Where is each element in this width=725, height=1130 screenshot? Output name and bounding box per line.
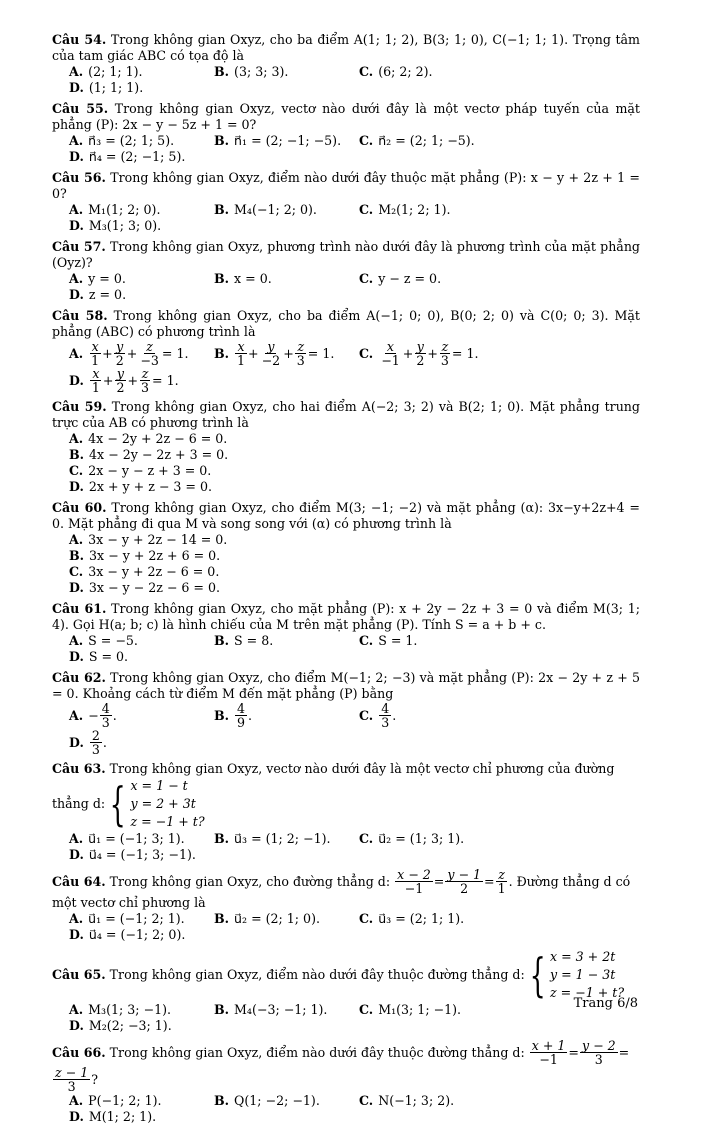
question-63: Câu 63. Trong không gian Oxyz, vectơ nào dưới đây là một vectơ chỉ phương của đường thẳng d: { x = 1 − t y = 2 + 3t z = −1 + t? A. u⃗₁ = (−1; 3; 1). B. u⃗₃ = (1; 2; −1). C. u⃗₂ = (1; 3; 1). D. u⃗₄ = (−1; 3; −1).: [52, 761, 640, 863]
option-a[interactable]: A. S = −5.: [69, 633, 138, 648]
option-c[interactable]: C. 3x − y + 2z − 6 = 0.: [69, 564, 220, 579]
options: [52, 532, 640, 596]
option-a[interactable]: A. M₃(1; 3; −1).: [69, 1002, 172, 1017]
equation-system: { x = 1 − t y = 2 + 3t z = −1 + t?: [109, 777, 205, 831]
question-stem: Trong không gian Oxyz, vectơ nào dưới đây là một vectơ pháp tuyến của mặt phẳng (P): 2x − y − 5z + 1 = 0?: [52, 101, 640, 132]
option-c[interactable]: C. n⃗₂ = (2; 1; −5).: [359, 133, 475, 148]
options: [52, 1002, 640, 1034]
fraction: $\frac{4}{9}$: [237, 701, 246, 730]
question-66: Câu 66. Trong không gian Oxyz, điểm nào dưới đây thuộc đường thẳng d: $\frac{x + 1}{-1}$ = $\frac{y - 2}{3}$ = $\frac{z - 1}{3}$ ? A. P(−1; 2; 1). B. Q(1; −2; −1). C. N(−1; 3; 2). D. M(1; 2; 1).: [52, 1039, 640, 1125]
fraction: $\frac{z}{3}$: [141, 366, 150, 395]
question-number: Câu 55.: [52, 101, 109, 116]
page-number: Trang 6/8: [573, 996, 638, 1011]
option-a[interactable]: A. n⃗₃ = (2; 1; 5).: [69, 133, 175, 148]
question-number: Câu 59.: [52, 399, 107, 414]
question-number: Câu 63.: [52, 761, 106, 776]
option-b[interactable]: B. x = 0.: [214, 271, 272, 286]
option-a[interactable]: A. 3x − y + 2z − 14 = 0.: [69, 532, 228, 547]
option-a[interactable]: A. u⃗₁ = (−1; 3; 1).: [69, 831, 185, 846]
question-stem: Trong không gian Oxyz, điểm nào dưới đây thuộc đường thẳng d:: [109, 1044, 525, 1060]
option-a[interactable]: A. u⃗₁ = (−1; 2; 1).: [69, 911, 185, 926]
question-64: Câu 64. Trong không gian Oxyz, cho đường thẳng d: $\frac{x - 2}{-1}$ = $\frac{y - 1}{2}$ = $\frac{z}{1}$ . Đường thẳng d có một vectơ chỉ phương là A. u⃗₁ = (−1; 2; 1). B. u⃗₂ = (2; 1; 0). C. u⃗₃ = (2; 1; 1). D. u⃗₄ = (−1; 2; 0).: [52, 868, 640, 943]
question-number: Câu 62.: [52, 670, 106, 685]
question-number: Câu 65.: [52, 967, 106, 982]
question-number: Câu 66.: [52, 1044, 106, 1060]
question-number: Câu 56.: [52, 170, 106, 185]
fraction: $\frac{4}{3}$: [101, 701, 110, 730]
question-58: [52, 308, 640, 394]
option-d[interactable]: D. M₂(2; −3; 1).: [69, 1018, 172, 1033]
question-60: [52, 500, 640, 596]
option-c[interactable]: C. N(−1; 3; 2).: [359, 1093, 455, 1108]
fraction: $\frac{z}{-3}$: [140, 339, 159, 368]
question-61: [52, 601, 640, 665]
option-d[interactable]: D. z = 0.: [69, 287, 127, 302]
options: [52, 1093, 640, 1125]
option-b[interactable]: B. (3; 3; 3).: [214, 64, 289, 79]
option-d[interactable]: D. M₃(1; 3; 0).: [69, 218, 162, 233]
fraction: $\frac{x}{1}$: [91, 366, 100, 395]
fraction: $\frac{y}{2}$: [416, 339, 425, 368]
option-d[interactable]: D. u⃗₄ = (−1; 2; 0).: [69, 927, 186, 942]
question-stem: Trong không gian Oxyz, điểm nào dưới đây thuộc đường thẳng d:: [109, 967, 525, 982]
option-b[interactable]: B. 3x − y + 2z + 6 = 0.: [69, 548, 221, 563]
option-d[interactable]: D. 2x + y + z − 3 = 0.: [69, 479, 212, 494]
option-d[interactable]: D. $\frac{2}{3}$ .: [69, 728, 107, 757]
option-d[interactable]: D. M(1; 2; 1).: [69, 1109, 157, 1124]
option-c[interactable]: C. M₁(3; 1; −1).: [359, 1002, 462, 1017]
options: [52, 831, 640, 863]
option-d[interactable]: D. S = 0.: [69, 649, 129, 664]
fraction: $\frac{x}{1}$: [91, 339, 100, 368]
option-d[interactable]: D. u⃗₄ = (−1; 3; −1).: [69, 847, 196, 862]
option-b[interactable]: B. $\frac{x}{1}$ + $\frac{y}{-2}$ + $\frac{z}{3}$ = 1.: [214, 339, 335, 368]
fraction: $\frac{y}{2}$: [115, 339, 124, 368]
option-d[interactable]: D. $\frac{x}{1}$ + $\frac{y}{2}$ + $\frac{z}{3}$ = 1.: [69, 366, 179, 395]
option-c[interactable]: C. y − z = 0.: [359, 271, 442, 286]
fraction: $\frac{y}{-2}$: [261, 339, 281, 368]
option-a[interactable]: A. $\frac{x}{1}$ + $\frac{y}{2}$ + $\frac{z}{-3}$ = 1.: [69, 339, 189, 368]
question-57: [52, 239, 640, 303]
option-c[interactable]: C. 2x − y − z + 3 = 0.: [69, 463, 212, 478]
option-d[interactable]: D. 3x − y − 2z − 6 = 0.: [69, 580, 220, 595]
question-56: [52, 170, 640, 234]
brace-icon: {: [109, 777, 126, 831]
option-a[interactable]: A. P(−1; 2; 1).: [69, 1093, 162, 1108]
fraction: $\frac{y}{2}$: [116, 366, 125, 395]
fraction: $\frac{z}{3}$: [296, 339, 305, 368]
question-stem: Trong không gian Oxyz, cho đường thẳng d:: [109, 873, 391, 889]
fraction: $\frac{z}{3}$: [440, 339, 449, 368]
option-b[interactable]: B. M₄(−1; 2; 0).: [214, 202, 317, 217]
question-stem: Trong không gian Oxyz, cho điểm M(3; −1; −2) và mặt phẳng (α): 3x−y+2z+4 = 0. Mặt phẳng đi qua M và song song với (α) có phương trình là: [52, 500, 640, 531]
options: [52, 133, 640, 165]
option-a[interactable]: A. − $\frac{4}{3}$ .: [69, 701, 117, 730]
option-b[interactable]: B. 4x − 2y − 2z + 3 = 0.: [69, 447, 229, 462]
question-stem: Trong không gian Oxyz, cho ba điểm A(1; 1; 2), B(3; 1; 0), C(−1; 1; 1). Trọng tâm của tam giác ABC có tọa độ là: [52, 32, 640, 63]
question-stem: Trong không gian Oxyz, phương trình nào dưới đây là phương trình của mặt phẳng (Oyz)?: [52, 239, 640, 270]
question-62: [52, 670, 640, 756]
options: [52, 64, 640, 96]
question-number: Câu 61.: [52, 601, 107, 616]
option-b[interactable]: B. M₄(−3; −1; 1).: [214, 1002, 328, 1017]
brace-icon: {: [529, 948, 546, 1002]
fraction: $\frac{y - 1}{2}$: [447, 867, 482, 896]
options: [52, 431, 640, 495]
fraction: $\frac{y - 2}{3}$: [581, 1038, 616, 1067]
option-d[interactable]: D. n⃗₄ = (2; −1; 5).: [69, 149, 186, 164]
options: [52, 271, 640, 303]
option-d[interactable]: D. (1; 1; 1).: [69, 80, 144, 95]
options: [52, 340, 640, 394]
option-b[interactable]: B. $\frac{4}{9}$ .: [214, 701, 253, 730]
question-number: Câu 57.: [52, 239, 106, 254]
question-59: [52, 399, 640, 495]
question-number: Câu 64.: [52, 873, 106, 889]
equation-system: { x = 3 + 2t y = 1 − 3t z = −1 + t?: [529, 948, 625, 1002]
options: [52, 911, 640, 943]
fraction: $\frac{x + 1}{-1}$: [531, 1038, 566, 1067]
fraction: $\frac{2}{3}$: [91, 728, 100, 757]
options: [52, 633, 640, 665]
question-54: [52, 32, 640, 96]
option-b[interactable]: B. u⃗₃ = (1; 2; −1).: [214, 831, 331, 846]
question-65: [52, 948, 640, 1034]
option-a[interactable]: A. 4x − 2y + 2z − 6 = 0.: [69, 431, 228, 446]
question-stem: Trong không gian Oxyz, điểm nào dưới đây thuộc mặt phẳng (P): x − y + 2z + 1 = 0?: [52, 170, 640, 201]
option-c[interactable]: C. M₂(1; 2; 1).: [359, 202, 451, 217]
question-stem: Trong không gian Oxyz, cho mặt phẳng (P): x + 2y − 2z + 3 = 0 và điểm M(3; 1; 4). Gọi H(a; b; c) là hình chiếu của M trên mặt phẳng (P). Tính S = a + b + c.: [52, 601, 640, 632]
question-stem: Trong không gian Oxyz, cho ba điểm A(−1; 0; 0), B(0; 2; 0) và C(0; 0; 3). Mặt phẳng (ABC) có phương trình là: [52, 308, 640, 339]
option-b[interactable]: B. Q(1; −2; −1).: [214, 1093, 320, 1108]
fraction: $\frac{z - 1}{3}$: [55, 1065, 89, 1094]
question-stem: Trong không gian Oxyz, vectơ nào dưới đây là một vectơ chỉ phương của đường: [109, 761, 615, 776]
question-stem: Trong không gian Oxyz, cho hai điểm A(−2; 3; 2) và B(2; 1; 0). Mặt phẳng trung trực của AB có phương trình là: [52, 399, 640, 430]
question-stem: Trong không gian Oxyz, cho điểm M(−1; 2; −3) và mặt phẳng (P): 2x − 2y + z + 5 = 0. Khoảng cách từ điểm M đến mặt phẳng (P) bằng: [52, 670, 640, 701]
option-a[interactable]: A. (2; 1; 1).: [69, 64, 143, 79]
options: [52, 702, 640, 756]
options: [52, 202, 640, 234]
question-number: Câu 58.: [52, 308, 108, 323]
option-c[interactable]: C. u⃗₃ = (2; 1; 1).: [359, 911, 465, 926]
option-b[interactable]: B. u⃗₂ = (2; 1; 0).: [214, 911, 320, 926]
option-b[interactable]: B. n⃗₁ = (2; −1; −5).: [214, 133, 342, 148]
option-c[interactable]: C. $\frac{4}{3}$ .: [359, 701, 397, 730]
fraction: $\frac{x}{-1}$: [381, 339, 400, 368]
option-a[interactable]: A. y = 0.: [69, 271, 126, 286]
fraction: $\frac{z}{1}$: [497, 867, 506, 896]
question-number: Câu 54.: [52, 32, 107, 47]
fraction: $\frac{4}{3}$: [381, 701, 390, 730]
option-b[interactable]: B. S = 8.: [214, 633, 274, 648]
option-c[interactable]: C. u⃗₂ = (1; 3; 1).: [359, 831, 465, 846]
option-c[interactable]: C. (6; 2; 2).: [359, 64, 433, 79]
option-a[interactable]: A. M₁(1; 2; 0).: [69, 202, 161, 217]
question-55: [52, 101, 640, 165]
option-c[interactable]: C. S = 1.: [359, 633, 418, 648]
fraction: $\frac{x}{1}$: [237, 339, 246, 368]
exam-page: [52, 32, 640, 1130]
option-c[interactable]: C. $\frac{x}{-1}$ + $\frac{y}{2}$ + $\frac{z}{3}$ = 1.: [359, 339, 479, 368]
fraction: $\frac{x - 2}{-1}$: [397, 867, 431, 896]
question-number: Câu 60.: [52, 500, 107, 515]
